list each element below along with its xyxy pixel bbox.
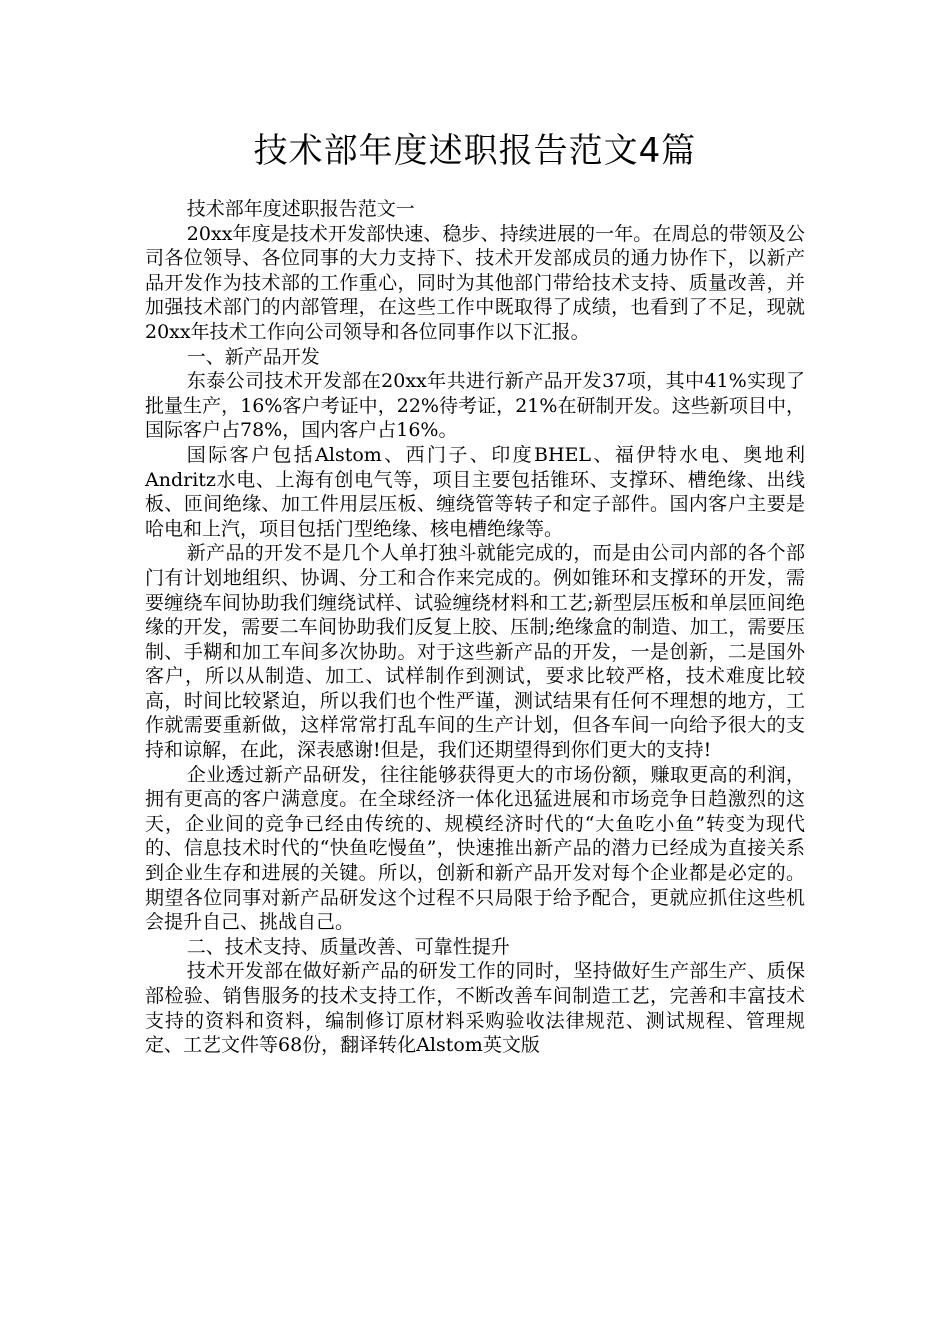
paragraph-new-product-stats: 东泰公司技术开发部在20xx年共进行新产品开发37项，其中41%实现了批量生产，16%客户考证中，22%待考证，21%在研制开发。这些新项目中，国际客户占78%，国内客户占16%。 [145,370,805,442]
paragraph-intro: 20xx年度是技术开发部快速、稳步、持续进展的一年。在周总的带领及公司各位领导、各位同事的大力支持下、技术开发部成员的通力协作下，以新产品开发作为技术部的工作重心，同时为其他部门带给技术支持、质量改善，并加强技术部门的内部管理，在这些工作中既取得了成绩，也看到了不足，现就20xx年技术工作向公司领导和各位同事作以下汇报。 [145,222,805,343]
document-body [145,197,805,1058]
paragraph-tech-support: 技术开发部在做好新产品的研发工作的同时，坚持做好生产部生产、质保部检验、销售服务的技术支持工作，不断改善车间制造工艺，完善和丰富技术支持的资料和资料，编制修订原材料采购验收法律规范、测试规程、管理规定、工艺文件等68份，翻译转化Alstom英文版 [145,960,805,1057]
section-heading-tech-support: 二、技术支持、质量改善、可靠性提升 [186,935,510,958]
paragraph-subtitle: 技术部年度述职报告范文一 [186,198,415,220]
paragraph-development-cooperation: 新产品的开发不是几个人单打独斗就能完成的，而是由公司内部的各个部门有计划地组织、协调、分工和合作来完成的。例如锥环和支撑环的开发，需要缠绕车间协助我们缠绕试样、试验缠绕材料和工艺;新型层压板和单层匝间绝缘的开发，需要二车间协助我们反复上胶、压制;绝缘盒的制造、加工，需要压制、手糊和加工车间多次协助。对于这些新产品的开发，一是创新，二是国外客户，所以从制造、加工、试样制作到测试，要求比较严格，技术难度比较高，时间比较紧迫，所以我们也个性严谨，测试结果有任何不理想的地方，工作就需要重新做，这样常常打乱车间的生产计划，但各车间一向给予很大的支持和谅解，在此，深表感谢!但是，我们还期望得到你们更大的支持! [145,542,805,762]
paragraph-international-clients: 国际客户包括Alstom、西门子、印度BHEL、福伊特水电、奥地利Andritz水电、上海有创电气等，项目主要包括锥环、支撑环、槽绝缘、出线板、匝间绝缘、加工件用层压板、缠绕管等转子和定子部件。国内客户主要是哈电和上汽，项目包括门型绝缘、核电槽绝缘等。 [145,443,805,540]
section-heading-new-product: 一、新产品开发 [186,345,320,368]
document-title: 技术部年度述职报告范文4篇 [253,131,697,171]
paragraph-market-competition: 企业透过新产品研发，往往能够获得更大的市场份额，赚取更高的利润，拥有更高的客户满意度。在全球经济一体化迅猛进展和市场竞争日趋激烈的这天，企业间的竞争已经由传统的、规模经济时代的“大鱼吃小鱼”转变为现代的、信息技术时代的“快鱼吃慢鱼”，快速推出新产品的潜力已经成为直接关系到企业生存和进展的关键。所以，创新和新产品开发对每个企业都是必定的。期望各位同事对新产品研发这个过程不只局限于给予配合，更就应抓住这些机会提升自己、挑战自己。 [145,763,805,934]
